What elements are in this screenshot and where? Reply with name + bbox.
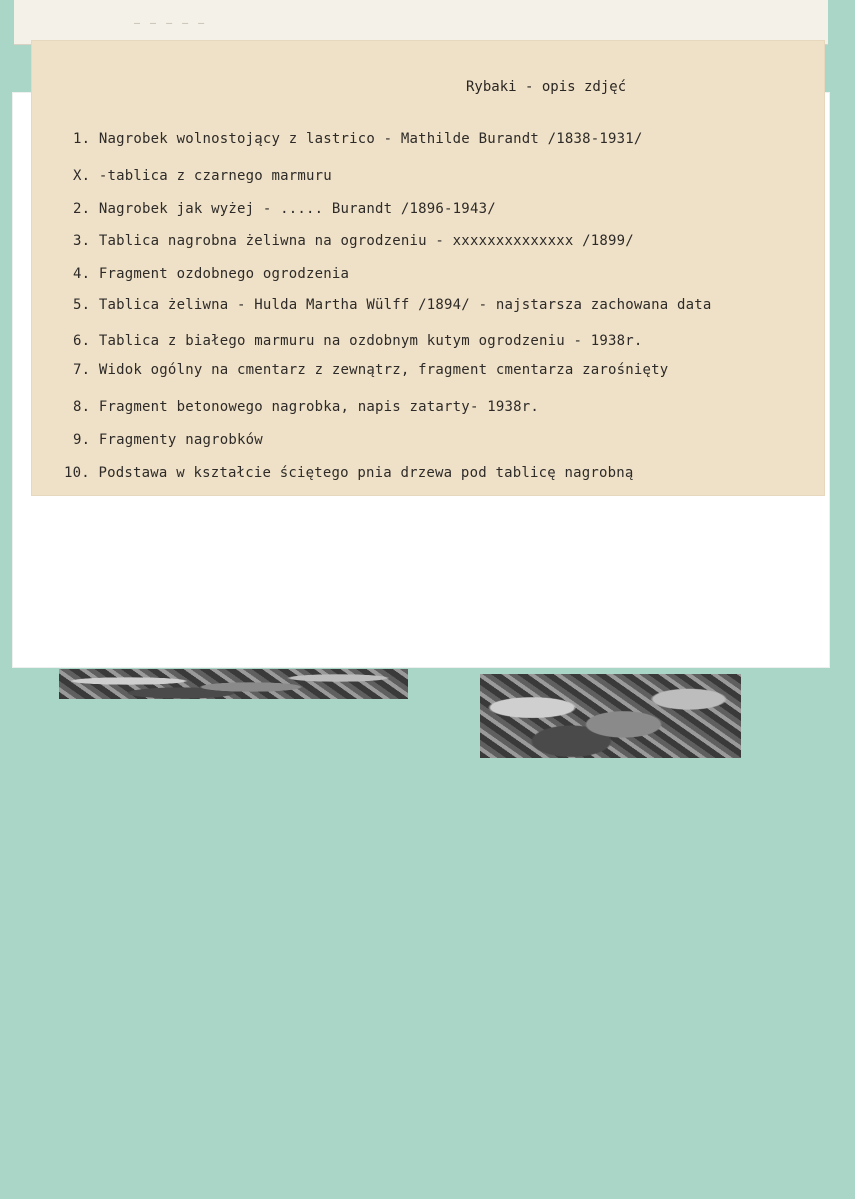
previous-card-edge	[14, 0, 828, 45]
list-item	[73, 201, 496, 217]
list-item	[73, 432, 263, 448]
item-number: 4.	[73, 266, 91, 282]
faint-typed-text: — — — — —	[134, 18, 207, 29]
item-number: 5.	[73, 297, 91, 313]
list-item	[73, 168, 332, 184]
list-item	[73, 297, 712, 313]
item-number: 9.	[73, 432, 91, 448]
item-text: Fragment ozdobnego ogrodzenia	[98, 266, 350, 282]
list-item	[64, 465, 634, 481]
item-number: 1.	[73, 131, 91, 147]
item-text: Widok ogólny na cmentarz z zewnątrz, fragment cmentarza zarośnięty	[98, 362, 669, 378]
item-text: Fragmenty nagrobków	[98, 432, 263, 448]
item-text: Podstawa w kształcie ściętego pnia drzewa pod tablicę nagrobną	[98, 465, 634, 481]
photo-fragment-left	[59, 669, 408, 699]
photo-fragment-right	[480, 674, 741, 758]
item-text: -tablica z czarnego marmuru	[98, 168, 332, 184]
item-text: Fragment betonowego nagrobka, napis zatarty- 1938r.	[98, 399, 539, 415]
list-item	[73, 233, 634, 249]
item-number: 6.	[73, 333, 91, 349]
list-item	[73, 266, 349, 282]
item-number: X.	[73, 168, 91, 184]
item-text: Tablica z białego marmuru na ozdobnym kutym ogrodzeniu - 1938r.	[98, 333, 643, 349]
item-number: 7.	[73, 362, 91, 378]
item-number: 3.	[73, 233, 91, 249]
item-text: Tablica żeliwna - Hulda Martha Wülff /1894/ - najstarsza zachowana data	[98, 297, 712, 313]
list-item	[73, 333, 643, 349]
item-text: Nagrobek wolnostojący z lastrico - Mathilde Burandt /1838-1931/	[98, 131, 643, 147]
list-item	[73, 399, 539, 415]
item-number: 10.	[64, 465, 90, 481]
list-item	[73, 362, 668, 378]
list-item	[73, 131, 643, 147]
item-number: 8.	[73, 399, 91, 415]
page-title: Rybaki - opis zdjęć	[466, 79, 627, 95]
item-text: Tablica nagrobna żeliwna na ogrodzeniu - xxxxxxxxxxxxxx /1899/	[98, 233, 634, 249]
item-text: Nagrobek jak wyżej - ..... Burandt /1896-1943/	[98, 201, 496, 217]
item-number: 2.	[73, 201, 91, 217]
